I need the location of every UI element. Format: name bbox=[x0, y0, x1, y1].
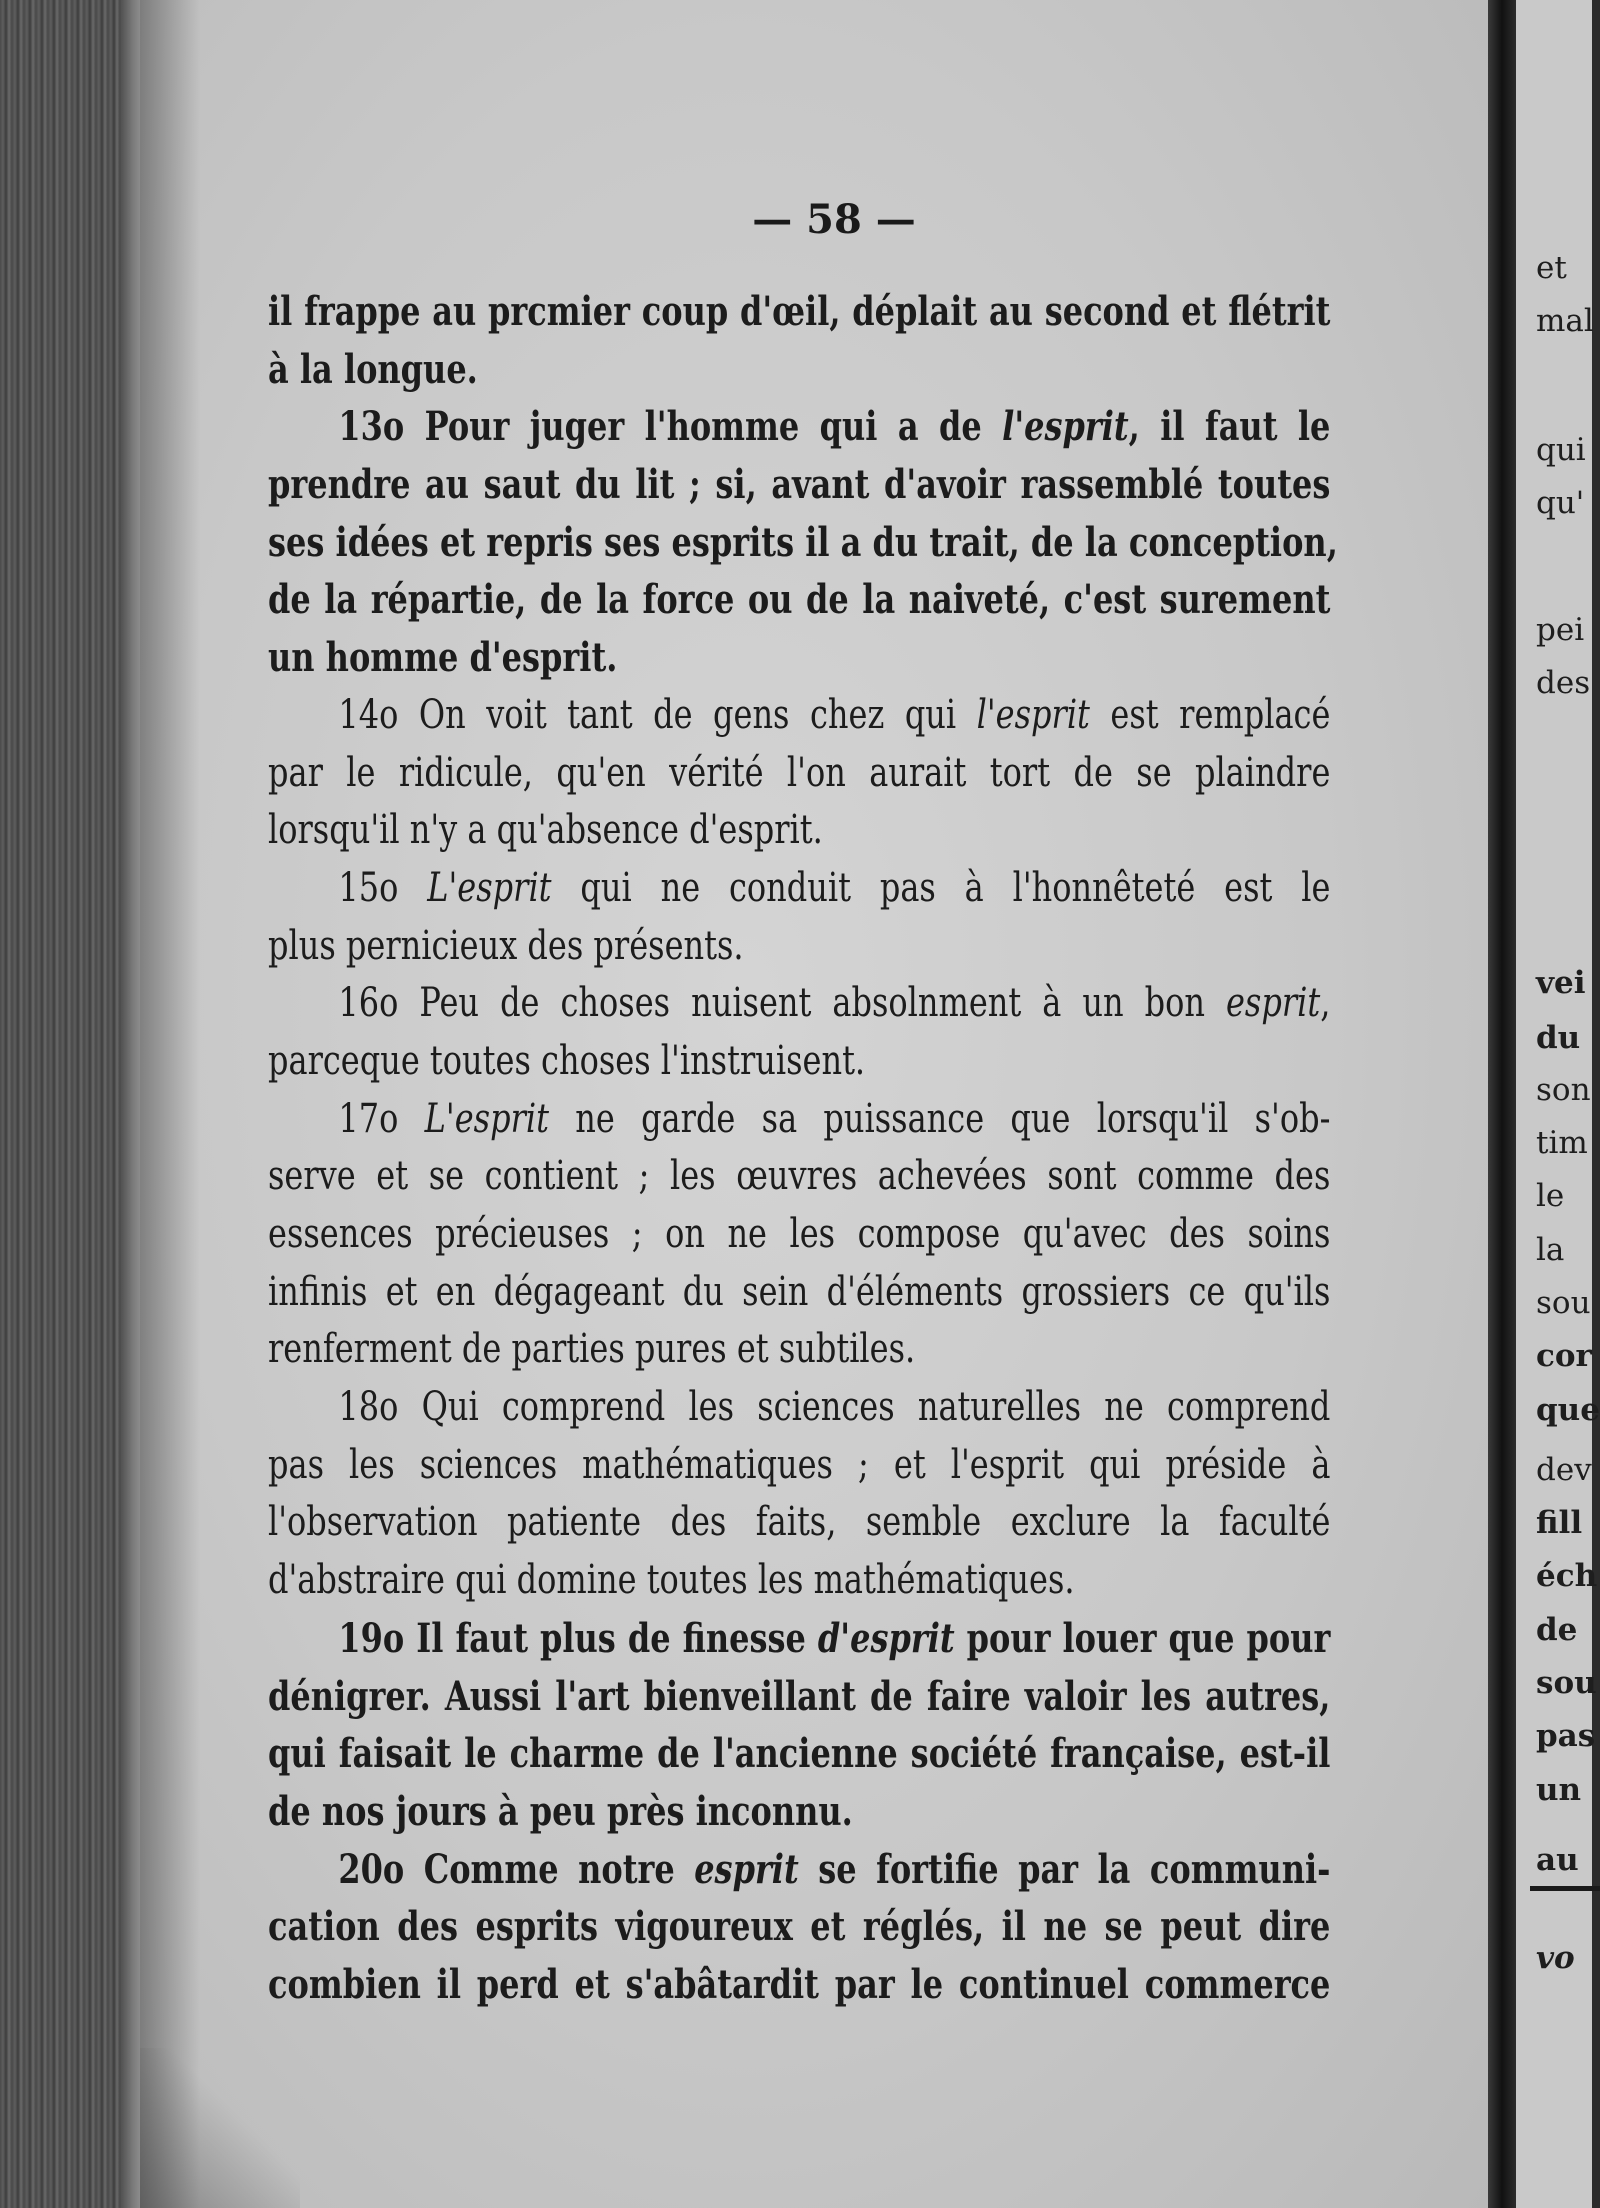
facing-page-word-fragment: son bbox=[1536, 1072, 1591, 1108]
text-segment: l'observation patiente des faits, semble exclure la faculté bbox=[268, 1499, 1331, 1546]
facing-page-word-fragment: tim bbox=[1536, 1125, 1588, 1161]
italic-term: l'esprit bbox=[1002, 403, 1129, 451]
text-line bbox=[268, 283, 1330, 341]
facing-page-edge bbox=[1516, 0, 1600, 2208]
book-page-edges bbox=[0, 0, 140, 2208]
paragraph bbox=[268, 1841, 1330, 2014]
text-segment: 15o bbox=[338, 864, 428, 911]
text-segment: à la longue. bbox=[268, 345, 478, 393]
facing-page-word-fragment: et bbox=[1536, 250, 1567, 286]
text-line bbox=[268, 1725, 1330, 1783]
text-line bbox=[268, 1610, 1330, 1668]
facing-page-word-fragment: qu' bbox=[1536, 485, 1585, 521]
facing-page-word-fragment: le bbox=[1536, 1178, 1565, 1214]
text-segment: infinis et en dégageant du sein d'éléments grossiers ce qu'ils bbox=[268, 1268, 1331, 1315]
text-line bbox=[268, 918, 1330, 976]
page-number: — 58 — bbox=[752, 196, 916, 243]
text-line bbox=[268, 1321, 1330, 1379]
text-line bbox=[268, 398, 1330, 456]
text-segment: 16o Peu de choses nuisent absolnment à un bon bbox=[338, 980, 1226, 1027]
facing-page-word-fragment: vei bbox=[1536, 965, 1586, 1001]
facing-page-word-fragment: au bbox=[1536, 1842, 1579, 1878]
italic-term: esprit bbox=[694, 1845, 799, 1893]
text-line bbox=[268, 1264, 1330, 1322]
text-segment: renferment de parties pures et subtiles. bbox=[268, 1326, 916, 1373]
text-segment: 18o Qui comprend les sciences naturelles ne comprend bbox=[338, 1384, 1331, 1431]
facing-page-word-fragment: de bbox=[1536, 1612, 1578, 1648]
text-line bbox=[268, 1206, 1330, 1264]
text-segment: 14o On voit tant de gens chez qui bbox=[338, 691, 977, 738]
text-line bbox=[268, 1379, 1330, 1437]
facing-page-word-fragment: pei bbox=[1536, 612, 1585, 648]
text-segment: plus pernicieux des présents. bbox=[268, 922, 744, 969]
text-segment: pour louer que pour bbox=[954, 1614, 1331, 1662]
paragraph bbox=[268, 283, 1330, 398]
text-segment: essences précieuses ; on ne les compose qu'avec des soins bbox=[268, 1211, 1331, 1257]
facing-page-word-fragment: mal bbox=[1536, 303, 1594, 339]
text-segment: ses idées et repris ses esprits il a du trait, de la conception, bbox=[268, 518, 1338, 566]
text-line bbox=[268, 1437, 1330, 1495]
text-line bbox=[268, 341, 1330, 399]
italic-term: l'esprit bbox=[976, 691, 1090, 738]
facing-page-word-fragment: fill bbox=[1536, 1505, 1583, 1541]
text-line bbox=[268, 1898, 1330, 1956]
text-segment: cation des esprits vigoureux et réglés, il ne se peut dire bbox=[268, 1903, 1331, 1951]
text-segment: pas les sciences mathématiques ; et l'esprit qui préside à bbox=[268, 1441, 1331, 1488]
text-segment: de la répartie, de la force ou de la naiveté, c'est surement bbox=[268, 576, 1331, 624]
paragraph bbox=[268, 398, 1338, 686]
text-segment: parceque toutes choses l'instruisent. bbox=[268, 1037, 866, 1084]
text-segment: par le ridicule, qu'en vérité l'on aurait tort de se plaindre bbox=[268, 749, 1331, 796]
paragraph bbox=[268, 1610, 1330, 1841]
paragraph bbox=[268, 1091, 1330, 1379]
text-segment: lorsqu'il n'y a qu'absence d'esprit. bbox=[268, 807, 823, 854]
text-line bbox=[268, 1552, 1330, 1610]
text-block bbox=[268, 283, 1338, 2014]
text-segment: prendre au saut du lit ; si, avant d'avoir rassemblé toutes bbox=[268, 461, 1331, 509]
text-line bbox=[268, 1668, 1330, 1726]
text-line bbox=[268, 860, 1330, 918]
text-line bbox=[268, 1494, 1330, 1552]
text-line bbox=[268, 745, 1330, 803]
facing-page-word-fragment: qui bbox=[1536, 432, 1586, 468]
text-segment: il frappe au prcmier coup d'œil, déplait au second et flétrit bbox=[268, 288, 1331, 335]
text-segment: 17o bbox=[338, 1095, 425, 1142]
facing-page-word-fragment: la bbox=[1536, 1232, 1565, 1268]
text-line bbox=[268, 456, 1330, 514]
text-segment: 20o Comme notre bbox=[338, 1845, 695, 1893]
facing-page-word-fragment: du bbox=[1536, 1020, 1581, 1056]
facing-page-word-fragment: cor bbox=[1536, 1338, 1592, 1374]
text-line bbox=[268, 1783, 1330, 1841]
text-line bbox=[268, 1033, 1330, 1091]
text-line bbox=[268, 571, 1330, 629]
text-segment: 19o Il faut plus de finesse bbox=[338, 1614, 818, 1662]
facing-page-word-fragment: pas bbox=[1536, 1718, 1596, 1754]
text-line bbox=[268, 1956, 1330, 2014]
facing-page-rule bbox=[1530, 1886, 1600, 1891]
facing-page-word-fragment: sou bbox=[1536, 1665, 1597, 1701]
facing-page-word-fragment: un bbox=[1536, 1772, 1582, 1808]
text-segment: qui ne conduit pas à l'honnêteté est le bbox=[551, 864, 1331, 911]
text-line bbox=[268, 1091, 1330, 1149]
text-segment: d'abstraire qui domine toutes les mathématiques. bbox=[268, 1557, 1075, 1604]
text-segment: est remplacé bbox=[1089, 691, 1331, 738]
text-segment: qui faisait le charme de l'ancienne société française, est-il bbox=[268, 1730, 1331, 1778]
text-segment: serve et se contient ; les œuvres achevées sont comme des bbox=[268, 1153, 1331, 1200]
text-line bbox=[268, 1841, 1330, 1899]
paragraph bbox=[268, 1379, 1330, 1610]
text-segment: de nos jours à peu près inconnu. bbox=[268, 1787, 853, 1835]
text-segment: 13o Pour juger l'homme qui a de bbox=[338, 403, 1003, 451]
paragraph bbox=[268, 860, 1330, 975]
facing-page-word-fragment: dev bbox=[1536, 1452, 1592, 1488]
facing-page-word-fragment: éch bbox=[1536, 1558, 1598, 1594]
italic-term: esprit bbox=[1225, 980, 1321, 1027]
facing-page-word-fragment: sou bbox=[1536, 1285, 1591, 1321]
italic-term: d'esprit bbox=[817, 1614, 955, 1662]
text-segment: combien il perd et s'abâtardit par le continuel commerce bbox=[268, 1960, 1331, 2008]
text-line bbox=[268, 1148, 1330, 1206]
italic-term: L'esprit bbox=[427, 864, 552, 911]
paragraph bbox=[268, 687, 1330, 860]
paragraph bbox=[268, 975, 1330, 1090]
text-segment: se fortifie par la communi- bbox=[798, 1845, 1331, 1893]
text-line bbox=[268, 687, 1330, 745]
text-segment: , bbox=[1320, 980, 1331, 1027]
text-line bbox=[268, 975, 1330, 1033]
facing-page-word-fragment: vo bbox=[1536, 1940, 1575, 1976]
text-segment: , il faut le bbox=[1128, 403, 1331, 451]
italic-term: L'esprit bbox=[424, 1095, 549, 1142]
text-segment: dénigrer. Aussi l'art bienveillant de faire valoir les autres, bbox=[268, 1672, 1331, 1720]
book-page bbox=[140, 0, 1488, 2208]
text-segment: ne garde sa puissance que lorsqu'il s'ob- bbox=[548, 1095, 1331, 1142]
text-segment: un homme d'esprit. bbox=[268, 634, 618, 682]
text-line bbox=[268, 629, 1330, 687]
book-gutter bbox=[1488, 0, 1516, 2208]
text-line bbox=[268, 514, 1338, 572]
text-line bbox=[268, 802, 1330, 860]
facing-page-word-fragment: des bbox=[1536, 665, 1591, 701]
facing-page-word-fragment: que bbox=[1536, 1392, 1600, 1428]
